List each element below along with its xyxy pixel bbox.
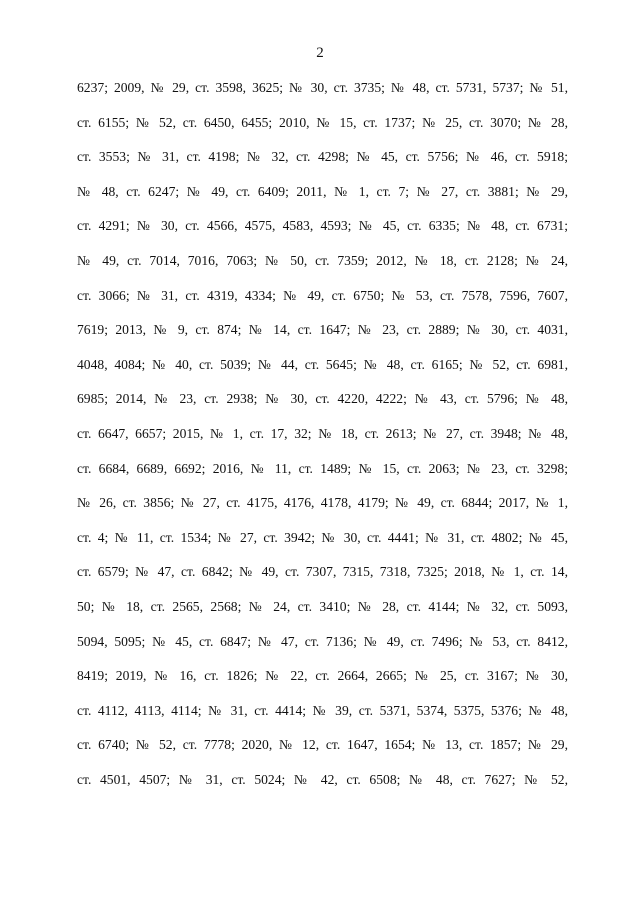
text-line: ст. 4291; № 30, ст. 4566, 4575, 4583, 4593; № 45, ст. 6335; № 48, ст. 6731;: [77, 218, 568, 234]
text-line: № 26, ст. 3856; № 27, ст. 4175, 4176, 4178, 4179; № 49, ст. 6844; 2017, № 1,: [77, 495, 568, 511]
text-line: ст. 3066; № 31, ст. 4319, 4334; № 49, ст. 6750; № 53, ст. 7578, 7596, 7607,: [77, 287, 568, 303]
text-line: ст. 4; № 11, ст. 1534; № 27, ст. 3942; № 30, ст. 4441; № 31, ст. 4802; № 45,: [77, 529, 568, 545]
text-line: ст. 6647, 6657; 2015, № 1, ст. 17, 32; № 18, ст. 2613; № 27, ст. 3948; № 48,: [77, 425, 568, 441]
text-line: ст. 3553; № 31, ст. 4198; № 32, ст. 4298; № 45, ст. 5756; № 46, ст. 5918;: [77, 149, 568, 165]
text-line: ст. 6684, 6689, 6692; 2016, № 11, ст. 1489; № 15, ст. 2063; № 23, ст. 3298;: [77, 460, 568, 476]
text-line: 4048, 4084; № 40, ст. 5039; № 44, ст. 5645; № 48, ст. 6165; № 52, ст. 6981,: [77, 356, 568, 372]
text-line: ст. 4501, 4507; № 31, ст. 5024; № 42, ст. 6508; № 48, ст. 7627; № 52,: [77, 771, 568, 787]
text-line: ст. 6740; № 52, ст. 7778; 2020, № 12, ст. 1647, 1654; № 13, ст. 1857; № 29,: [77, 737, 568, 753]
text-line: ст. 4112, 4113, 4114; № 31, ст. 4414; № 39, ст. 5371, 5374, 5375, 5376; № 48,: [77, 702, 568, 718]
body-text: [77, 78, 568, 804]
page-number: 2: [316, 45, 324, 61]
text-line: 6237; 2009, № 29, ст. 3598, 3625; № 30, ст. 3735; № 48, ст. 5731, 5737; № 51,: [77, 80, 568, 95]
text-line: 5094, 5095; № 45, ст. 6847; № 47, ст. 7136; № 49, ст. 7496; № 53, ст. 8412,: [77, 633, 568, 649]
text-line: № 48, ст. 6247; № 49, ст. 6409; 2011, № 1, ст. 7; № 27, ст. 3881; № 29,: [77, 183, 568, 199]
text-line: 7619; 2013, № 9, ст. 874; № 14, ст. 1647; № 23, ст. 2889; № 30, ст. 4031,: [77, 322, 568, 338]
text-line: 8419; 2019, № 16, ст. 1826; № 22, ст. 2664, 2665; № 25, ст. 3167; № 30,: [77, 668, 568, 684]
text-line: 50; № 18, ст. 2565, 2568; № 24, ст. 3410; № 28, ст. 4144; № 32, ст. 5093,: [77, 598, 568, 614]
text-line: № 49, ст. 7014, 7016, 7063; № 50, ст. 7359; 2012, № 18, ст. 2128; № 24,: [77, 252, 568, 268]
text-line: ст. 6155; № 52, ст. 6450, 6455; 2010, № 15, ст. 1737; № 25, ст. 3070; № 28,: [77, 114, 568, 130]
text-line: ст. 6579; № 47, ст. 6842; № 49, ст. 7307, 7315, 7318, 7325; 2018, № 1, ст. 14,: [77, 564, 568, 580]
text-line: 6985; 2014, № 23, ст. 2938; № 30, ст. 4220, 4222; № 43, ст. 5796; № 48,: [77, 391, 568, 407]
